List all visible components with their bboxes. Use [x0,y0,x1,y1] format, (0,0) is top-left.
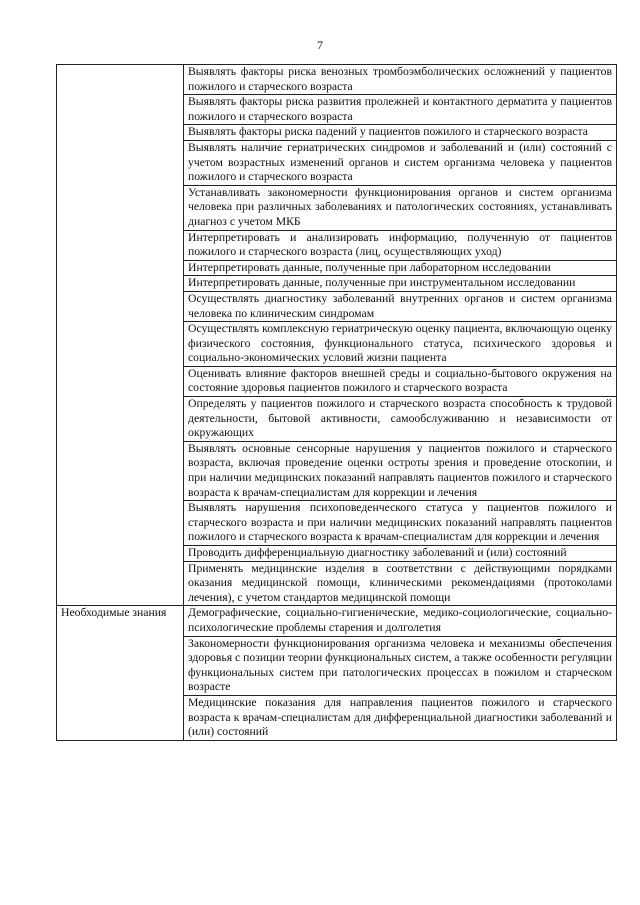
skill-cell: Интерпретировать данные, полученные при инструментальном исследовании [184,276,617,292]
skill-cell: Устанавливать закономерности функционирования органов и систем организма человека при различных заболеваниях и патологических состояниях, устанавливать диагноз с учетом МКБ [184,185,617,230]
skill-cell: Проводить дифференциальную диагностику заболеваний и (или) состояний [184,546,617,562]
skill-cell: Осуществлять диагностику заболеваний внутренних органов и систем организма человека по клиническим синдромам [184,291,617,321]
skill-cell: Выявлять нарушения психоповеденческого статуса у пациентов пожилого и старческого возраста и при наличии медицинских показаний направлять пациентов пожилого и старческого возраста к врачам-специалистам для коррекции и лечения [184,501,617,546]
skill-cell: Выявлять факторы риска развития пролежней и контактного дерматита у пациентов пожилого и старческого возраста [184,95,617,125]
skill-cell: Определять у пациентов пожилого и старческого возраста способность к трудовой деятельности, бытовой активности, самообслуживанию и независимости от окружающих [184,397,617,442]
knowledge-label: Необходимые знания [57,606,184,740]
skill-cell: Выявлять основные сенсорные нарушения у пациентов пожилого и старческого возраста, включая проведение оценки остроты зрения и проведение отоскопии, и при наличии медицинских показаний направлять пациентов пожилого и старческого возраста к врачам-специалистам для коррекции и лечения [184,441,617,500]
knowledge-cell: Демографические, социально-гигиенические, медико-социологические, социально-психологические проблемы старения и долголетия [184,606,617,636]
table-row [57,606,617,636]
table-row [57,65,617,95]
knowledge-cell: Закономерности функционирования организма человека и механизмы обеспечения здоровья с позиции теории функциональных систем, а также особенности регуляции функциональных систем при патологических процессах в пожилом и старческом возрасте [184,636,617,695]
skill-cell: Интерпретировать и анализировать информацию, полученную от пациентов пожилого и старческого возраста (лиц, осуществляющих уход) [184,230,617,260]
skills-label-cell [57,65,184,606]
skill-cell: Выявлять факторы риска падений у пациентов пожилого и старческого возраста [184,125,617,141]
skill-cell: Оценивать влияние факторов внешней среды и социально-бытового окружения на состояние здоровья пациентов пожилого и старческого возраста [184,366,617,396]
skill-cell: Интерпретировать данные, полученные при лабораторном исследовании [184,260,617,276]
knowledge-cell: Медицинские показания для направления пациентов пожилого и старческого возраста к врачам-специалистам для дифференциальной диагностики заболеваний и (или) состояний [184,695,617,740]
page-number: 7 [317,38,323,52]
skill-cell: Выявлять факторы риска венозных тромбоэмболических осложнений у пациентов пожилого и старческого возраста [184,65,617,95]
skill-cell: Применять медицинские изделия в соответствии с действующими порядками оказания медицинской помощи, клиническими рекомендациями (протоколами лечения), с учетом стандартов медицинской помощи [184,561,617,606]
requirements-table [56,64,617,741]
skill-cell: Осуществлять комплексную гериатрическую оценку пациента, включающую оценку физического состояния, функционального статуса, психического здоровья и социально-экономических условий жизни пациента [184,322,617,367]
skill-cell: Выявлять наличие гериатрических синдромов и заболеваний и (или) состояний с учетом возрастных изменений органов и систем организма человека у пациентов пожилого и старческого возраста [184,140,617,185]
